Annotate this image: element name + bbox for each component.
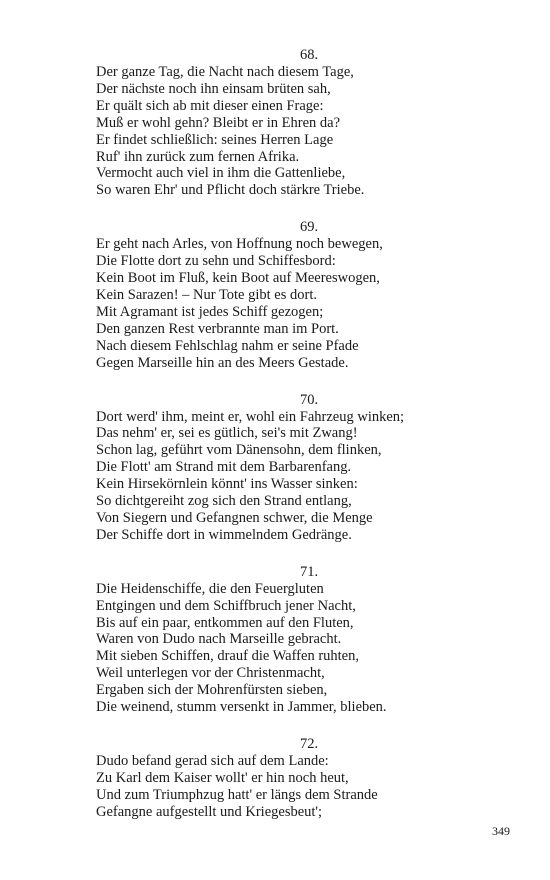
stanza-number: 71.: [299, 563, 319, 580]
verse-line: Schon lag, geführt vom Dänensohn, dem flinken,: [96, 442, 382, 459]
verse-line: Muß er wohl gehn? Bleibt er in Ehren da?: [96, 114, 341, 131]
verse-line: Die Heidenschiffe, die den Feuergluten: [96, 580, 324, 597]
verse-line: Kein Hirsekörnlein könnt' ins Wasser sinken:: [96, 476, 358, 493]
verse-line: Der ganze Tag, die Nacht nach diesem Tage,: [96, 64, 354, 80]
verse-line: Kein Sarazen! – Nur Tote gibt es dort.: [96, 286, 317, 303]
verse-line: So dichtgereiht zog sich den Strand entlang,: [96, 493, 352, 510]
verse-line: Gegen Marseille hin an des Meers Gestade.: [96, 354, 349, 371]
verse-line: Nach diesem Fehlschlag nahm er seine Pfade: [96, 337, 359, 354]
stanza-69: [96, 219, 516, 371]
verse-line: Und zum Triumphzug hatt' er längs dem Strande: [96, 786, 378, 803]
verse-line: Den ganzen Rest verbrannte man im Port.: [96, 320, 339, 337]
verse-line: Entgingen und dem Schiffbruch jener Nacht,: [96, 597, 356, 614]
verse-line: Kein Boot im Fluß, kein Boot auf Meereswogen,: [96, 270, 380, 287]
verse-line: Vermocht auch viel in ihm die Gattenliebe,: [96, 165, 346, 182]
stanza-number: 68.: [299, 47, 319, 63]
verse-line: Mit Agramant ist jedes Schiff gezogen;: [96, 303, 324, 320]
verse-line: Ergaben sich der Mohrenfürsten sieben,: [96, 682, 328, 699]
stanza-number: 72.: [299, 736, 319, 752]
stanza-72: [96, 736, 516, 821]
verse-line: So waren Ehr' und Pflicht doch stärkre Triebe.: [96, 182, 365, 199]
stanza-71: [96, 564, 516, 716]
verse-line: Das nehm' er, sei es gütlich, sei's mit Zwang!: [96, 425, 358, 442]
stanza-68: [96, 47, 516, 199]
verse-line: Die Flott' am Strand mit dem Barbarenfang.: [96, 459, 352, 476]
verse-line: Weil unterlegen vor der Christenmacht,: [96, 665, 325, 682]
page-number: 349: [492, 824, 510, 838]
verse-line: Der Schiffe dort in wimmelndem Gedränge.: [96, 526, 352, 543]
stanza-number: 70.: [299, 391, 319, 408]
verse-line: Er findet schließlich: seines Herren Lage: [96, 131, 334, 148]
stanza-70: [96, 392, 516, 544]
verse-line: Dort werd' ihm, meint er, wohl ein Fahrzeug winken;: [96, 408, 405, 425]
verse-line: Er geht nach Arles, von Hoffnung noch bewegen,: [96, 236, 383, 253]
verse-line: Gefangne aufgestellt und Kriegesbeut';: [96, 803, 323, 820]
verse-line: Der nächste noch ihn einsam brüten sah,: [96, 80, 331, 97]
verse-line: Er quält sich ab mit dieser einen Frage:: [96, 97, 324, 114]
verse-line: Zu Karl dem Kaiser wollt' er hin noch heut,: [96, 769, 349, 786]
verse-line: Ruf' ihn zurück zum fernen Afrika.: [96, 148, 300, 165]
verse-line: Dudo befand gerad sich auf dem Lande:: [96, 753, 329, 769]
verse-line: Von Siegern und Gefangnen schwer, die Menge: [96, 509, 373, 526]
stanza-number: 69.: [299, 219, 319, 236]
verse-line: Die weinend, stumm versenkt in Jammer, blieben.: [96, 699, 387, 716]
poem-text: [96, 47, 516, 841]
verse-line: Bis auf ein paar, entkommen auf den Fluten,: [96, 614, 354, 631]
verse-line: Mit sieben Schiffen, drauf die Waffen ruhten,: [96, 648, 359, 665]
verse-line: Waren von Dudo nach Marseille gebracht.: [96, 631, 342, 648]
verse-line: Die Flotte dort zu sehn und Schiffesbord:: [96, 253, 336, 270]
